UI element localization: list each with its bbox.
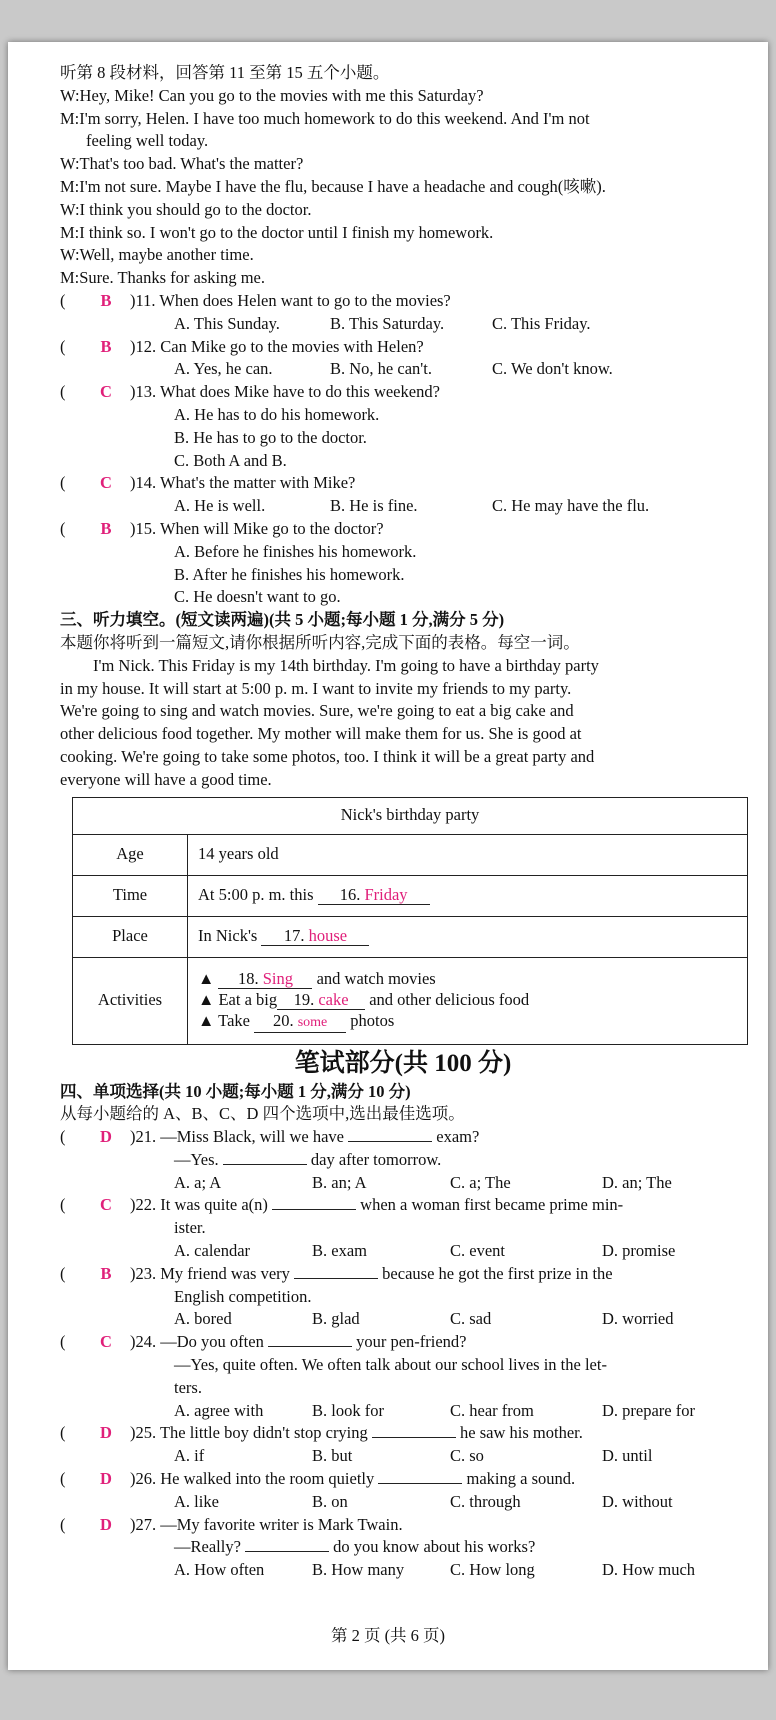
dialogue-line: W:Hey, Mike! Can you go to the movies with me this Saturday?: [60, 85, 484, 105]
answer-27: D: [100, 1514, 112, 1534]
age-value: 14 years old: [188, 834, 748, 875]
birthday-table: [72, 797, 748, 1045]
answer-24: C: [100, 1332, 112, 1352]
page-footer: 第 2 页 (共 6 页): [330, 1626, 446, 1645]
question-23: ( B )23. My friend was very because he got the first prize in the English competition. A. bored B. glad C. sad D. worried: [60, 1263, 674, 1329]
dialogue: [60, 85, 746, 290]
question-22: ( C )22. It was quite a(n) when a woman first became prime min- ister. A. calendar B. exam C. event D. promise: [60, 1195, 676, 1261]
section-3-instruction: 本题你将听到一篇短文,请你根据所听内容,完成下面的表格。每空一词。: [60, 632, 580, 652]
answer-22: C: [100, 1195, 112, 1215]
blank-16: 16. Friday: [318, 886, 430, 905]
answer-25: D: [100, 1423, 112, 1443]
place-cell: In Nick's 17. house: [188, 916, 748, 957]
section-4-instruction: 从每小题给的 A、B、C、D 四个选项中,选出最佳选项。: [60, 1104, 465, 1124]
place-label: Place: [73, 916, 188, 957]
question-27: ( D )27. —My favorite writer is Mark Twain. —Really? do you know about his works? A. How often B. How many C. How long D. How much: [60, 1514, 696, 1580]
answer-15: B: [100, 518, 112, 538]
dialogue-line: M:I think so. I won't go to the doctor until I finish my homework.: [60, 222, 494, 242]
dialogue-line: feeling well today.: [86, 131, 209, 151]
question-11: ( B )11. When does Helen want to go to the movies? A. This Sunday. B. This Saturday. C. This Friday.: [60, 290, 591, 333]
page-content: [60, 62, 746, 1582]
dialogue-line: W:That's too bad. What's the matter?: [60, 154, 304, 174]
exam-page: [8, 42, 768, 1670]
dialogue-line: M:Sure. Thanks for asking me.: [60, 268, 266, 288]
answer-13: C: [100, 382, 112, 402]
time-label: Time: [73, 875, 188, 916]
time-cell: At 5:00 p. m. this 16. Friday: [188, 875, 748, 916]
answer-12: B: [100, 336, 112, 356]
question-26: ( D )26. He walked into the room quietly making a sound. A. like B. on C. through D. without: [60, 1469, 673, 1511]
question-24: ( C )24. —Do you often your pen-friend? —Yes, quite often. We often talk about our school lives in the let- ters. A. agree with B. look for C. hear from D. prepare for: [60, 1332, 695, 1420]
section-4-title: 四、单项选择(共 10 小题;每小题 1 分,满分 10 分): [60, 1081, 411, 1101]
blank: [372, 1423, 456, 1438]
dialogue-line: M:I'm sorry, Helen. I have too much homework to do this weekend. And I'm not: [60, 108, 590, 128]
blank-18: 18. Sing: [218, 970, 312, 989]
blank: [272, 1195, 356, 1210]
written-section-title: 笔试部分(共 100 分): [294, 1049, 512, 1077]
blank: [348, 1127, 432, 1142]
activities-label: Activities: [73, 957, 188, 1044]
listening-header: 听第 8 段材料，回答第 11 至第 15 五个小题。: [60, 63, 390, 82]
question-14: ( C )14. What's the matter with Mike? A. He is well. B. He is fine. C. He may have the flu.: [60, 473, 650, 516]
activities-cell: ▲ 18. Sing and watch movies ▲ Eat a big 19. cake and other delicious food ▲ Take 20. some photos: [188, 957, 748, 1044]
dialogue-line: W:Well, maybe another time.: [60, 245, 254, 265]
blank-20: 20. some: [254, 1012, 346, 1033]
question-12: ( B )12. Can Mike go to the movies with Helen? A. Yes, he can. B. No, he can't. C. We don't know.: [60, 336, 613, 379]
question-21: ( D )21. —Miss Black, will we have exam? —Yes. day after tomorrow. A. a; A B. an; A C. a; The D. an; The: [60, 1127, 672, 1192]
blank: [268, 1332, 352, 1347]
question-15: ( B )15. When will Mike go to the doctor? A. Before he finishes his homework. B. After he finishes his homework. C. He doesn't want to go.: [60, 518, 417, 607]
answer-21: D: [100, 1127, 112, 1147]
question-13: ( C )13. What does Mike have to do this weekend? A. He has to do his homework. B. He has to go to the doctor. C. Both A and B.: [60, 382, 440, 470]
blank-19: 19. cake: [277, 991, 365, 1010]
table-title: Nick's birthday party: [73, 797, 748, 834]
dialogue-line: W:I think you should go to the doctor.: [60, 199, 312, 219]
blank: [378, 1469, 462, 1484]
blank: [245, 1537, 329, 1552]
answer-11: B: [100, 290, 112, 310]
age-label: Age: [73, 834, 188, 875]
answer-26: D: [100, 1469, 112, 1489]
question-25: ( D )25. The little boy didn't stop crying he saw his mother. A. if B. but C. so D. until: [60, 1423, 653, 1466]
blank: [294, 1264, 378, 1279]
blank-17: 17. house: [261, 927, 369, 946]
answer-23: B: [100, 1263, 112, 1283]
blank: [223, 1150, 307, 1165]
section-3-title: 三、听力填空。(短文读两遍)(共 5 小题;每小题 1 分,满分 5 分): [60, 610, 505, 630]
passage: I'm Nick. This Friday is my 14th birthday. I'm going to have a birthday party in my house. It will start at 5:00 p. m. I want to invite my friends to my party. We're going to sing and watch movies. Sure, we're going to eat a big cake and other delicious food together. My mother will make them for us. She is good at cooking. We're going to take some photos, too. I think it will be a great party and everyone will have a good time.: [60, 655, 599, 789]
answer-14: C: [100, 473, 112, 493]
dialogue-line: M:I'm not sure. Maybe I have the flu, because I have a headache and cough(咳嗽).: [60, 176, 606, 196]
